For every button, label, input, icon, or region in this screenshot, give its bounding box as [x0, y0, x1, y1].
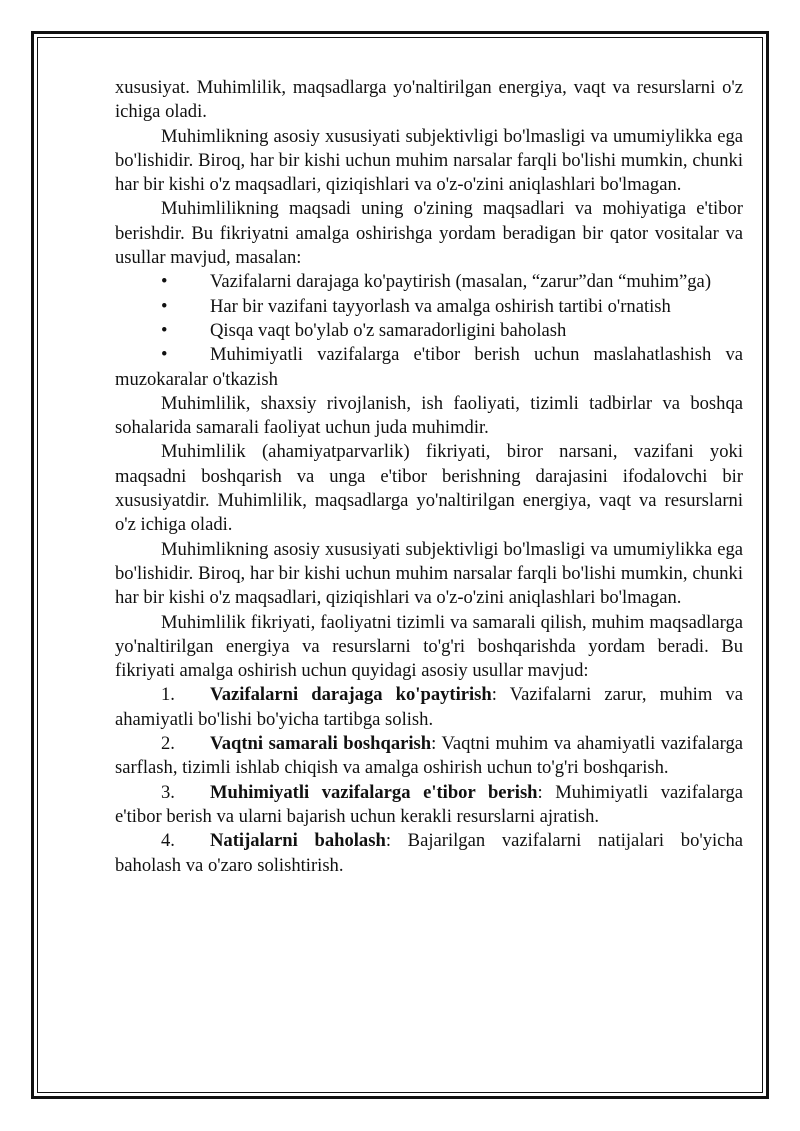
item-text: : Muhimiyatli vazifalarga e'tibor berish va ularni bajarish uchun kerakli resurslarni ajratish.: [115, 781, 743, 827]
bullet-icon: •: [161, 271, 168, 293]
bullet-item: [115, 319, 743, 343]
bullet-item: [115, 343, 743, 392]
item-number: 2.: [161, 733, 175, 755]
bullet-icon: •: [161, 344, 168, 366]
numbered-item: [115, 683, 743, 732]
paragraph: xususiyat. Muhimlilik, maqsadlarga yo'naltirilgan energiya, vaqt va resurslarni o'z ichiga oladi.: [115, 77, 743, 123]
item-text: : Vaqtni muhim va ahamiyatli vazifalarga sarflash, tizimli ishlab chiqish va amalga oshirish uchun to'g'ri boshqarish.: [115, 733, 743, 779]
bullet-item: [115, 270, 743, 294]
paragraph: Muhimlikning asosiy xususiyati subjektivligi bo'lmasligi va umumiylikka ega bo'lishidir. Biroq, har bir kishi uchun muhim narsalar farqli bo'lishi mumkin, chunki har bir kishi o'z maqsadlari, qiziqishlari va o'z-o'zini aniqlashlari bo'lmagan.: [115, 125, 743, 196]
item-number: 4.: [161, 830, 175, 852]
numbered-item: [115, 781, 743, 830]
bullet-item: [115, 295, 743, 319]
item-text: : Bajarilgan vazifalarni natijalari bo'yicha baholash va o'zaro solishtirish.: [115, 830, 743, 876]
bullet-text: Qisqa vaqt bo'ylab o'z samaradorligini baholash: [210, 319, 567, 341]
item-title: Muhimiyatli vazifalarga e'tibor berish: [210, 781, 538, 803]
item-number: 3.: [161, 781, 175, 803]
item-title: Natijalarni baholash: [210, 830, 386, 852]
item-title: Vaqtni samarali boshqarish: [210, 733, 432, 755]
bullet-text: Muhimiyatli vazifalarga e'tibor berish uchun maslahatlashish va muzokaralar o'tkazish: [115, 344, 743, 390]
paragraph: Muhimlilik, shaxsiy rivojlanish, ish faoliyati, tizimli tadbirlar va boshqa sohalarida samarali faoliyat uchun juda muhimdir.: [115, 392, 743, 439]
bullet-text: Vazifalarni darajaga ko'paytirish (masalan, “zarur”dan “muhim”ga): [210, 271, 712, 293]
document-body: [115, 76, 743, 878]
paragraph: Muhimlilik (ahamiyatparvarlik) fikriyati, biror narsani, vazifani yoki maqsadni boshqarish va unga e'tibor berishning darajasini ifodalovchi bir xususiyatdir. Muhimlilik, maqsadlarga yo'naltirilgan energiya, vaqt va resurslarni o'z ichiga oladi.: [115, 441, 743, 536]
bullet-text: Har bir vazifani tayyorlash va amalga oshirish tartibi o'rnatish: [210, 295, 671, 317]
bullet-icon: •: [161, 319, 168, 341]
paragraph: Muhimlilikning maqsadi uning o'zining maqsadlari va mohiyatiga e'tibor berishdir. Bu fikriyatni amalga oshirishga yordam beradigan bir qator vositalar va usullar mavjud, masalan:: [115, 198, 743, 269]
item-number: 1.: [161, 684, 175, 706]
numbered-item: [115, 732, 743, 781]
numbered-item: [115, 829, 743, 878]
paragraph: Muhimlikning asosiy xususiyati subjektivligi bo'lmasligi va umumiylikka ega bo'lishidir. Biroq, har bir kishi uchun muhim narsalar farqli bo'lishi mumkin, chunki har bir kishi o'z maqsadlari, qiziqishlari va o'z-o'zini aniqlashlari bo'lmagan.: [115, 538, 743, 609]
bullet-icon: •: [161, 295, 168, 317]
item-text: : Vazifalarni zarur, muhim va ahamiyatli bo'lishi bo'yicha tartibga solish.: [115, 684, 743, 730]
item-title: Vazifalarni darajaga ko'paytirish: [210, 684, 492, 706]
paragraph: Muhimlilik fikriyati, faoliyatni tizimli va samarali qilish, muhim maqsadlarga yo'naltirilgan energiya va resurslarni to'g'ri boshqarishda yordam beradi. Bu fikriyati amalga oshirish uchun quyidagi asosiy usullar mavjud:: [115, 611, 743, 682]
